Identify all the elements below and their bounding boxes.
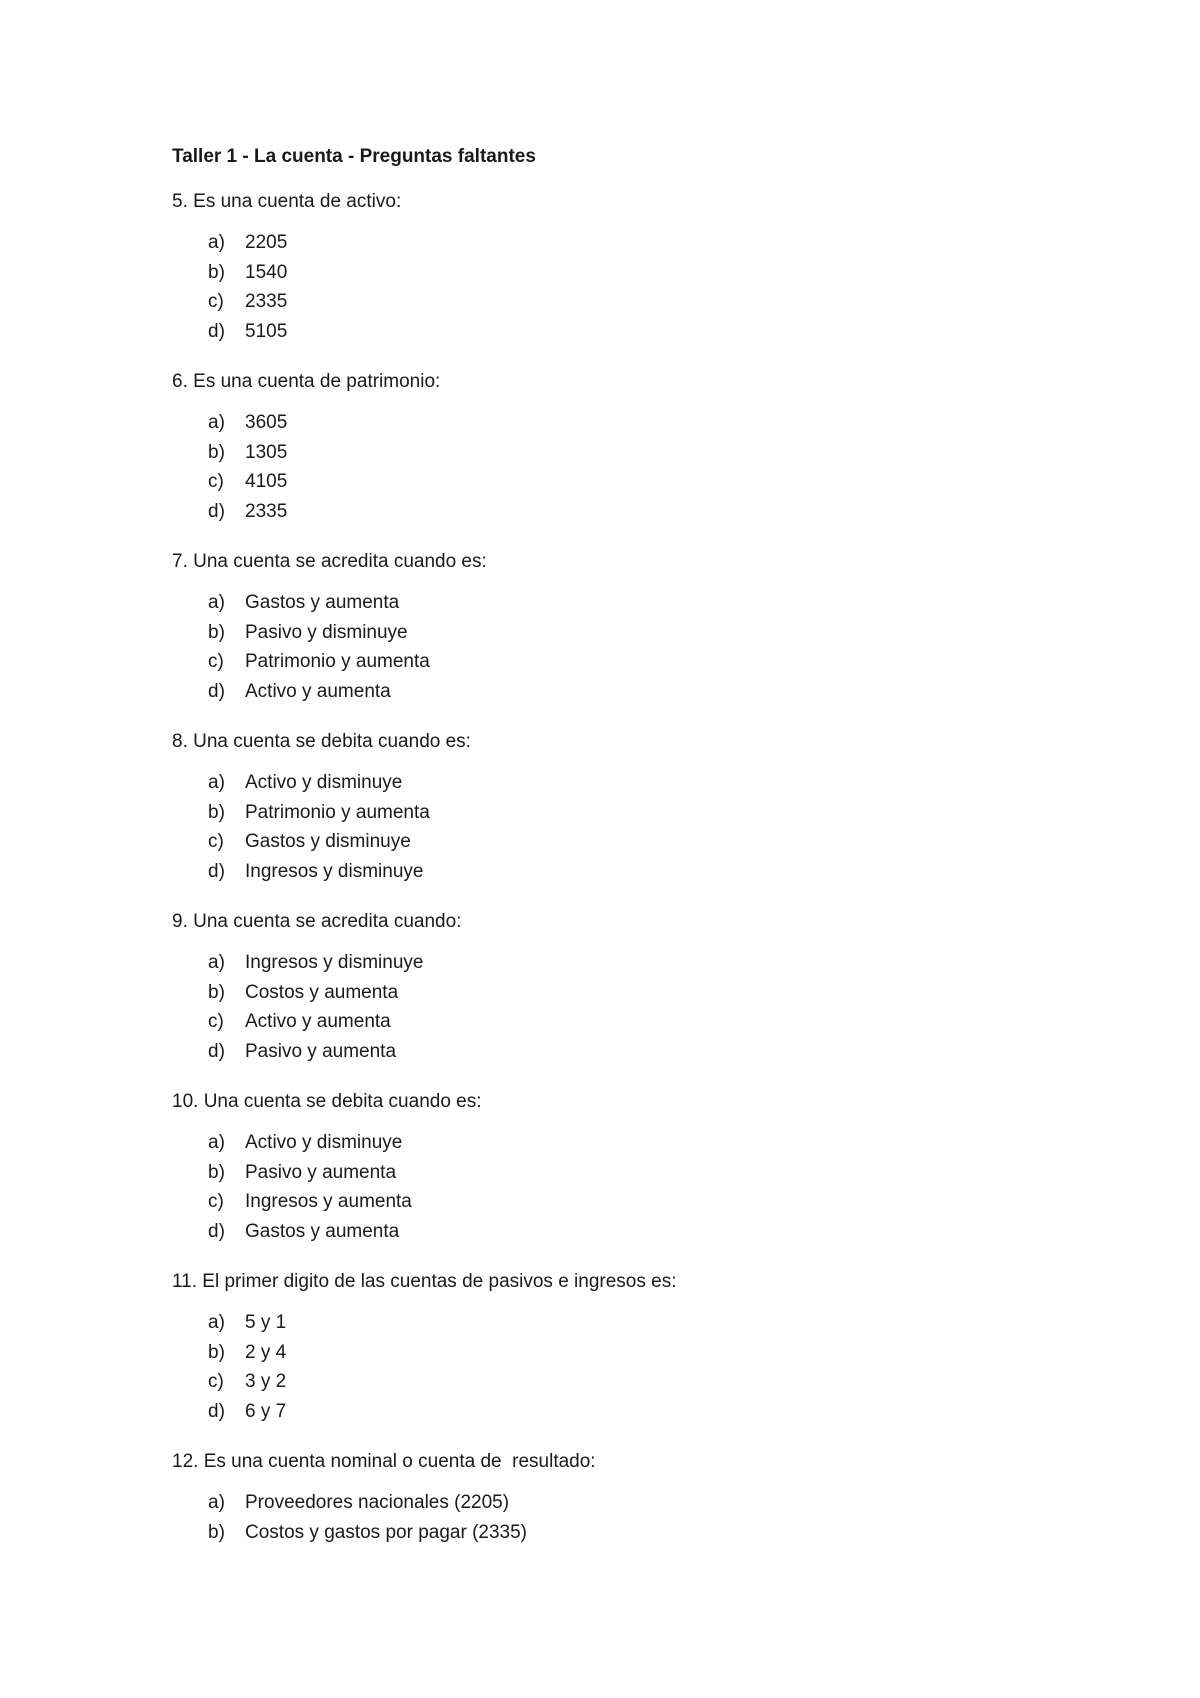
- question-text: [172, 1270, 1072, 1294]
- option-item: [172, 231, 1072, 261]
- question-text: [172, 550, 1072, 574]
- question-prompt: Una cuenta se debita cuando es:: [203, 1091, 482, 1112]
- option-item: [172, 290, 1072, 320]
- question-prompt: Es una cuenta de patrimonio:: [193, 371, 441, 392]
- option-list: [172, 1491, 1072, 1550]
- question-11: [172, 1270, 1072, 1429]
- option-list: [172, 951, 1072, 1069]
- option-text: 2335: [245, 291, 288, 313]
- option-letter: b): [208, 441, 225, 463]
- document-title: Taller 1 - La cuenta - Preguntas faltantes: [172, 146, 536, 167]
- option-text: Pasivo y aumenta: [245, 1040, 397, 1062]
- option-letter: d): [208, 320, 225, 342]
- option-item: [172, 951, 1072, 981]
- option-text: Pasivo y disminuye: [245, 621, 408, 643]
- option-item: [172, 1491, 1072, 1521]
- option-letter: c): [208, 471, 224, 493]
- question-5: [172, 190, 1072, 349]
- question-number: 8.: [172, 731, 188, 752]
- option-text: Activo y aumenta: [245, 680, 391, 702]
- option-letter: d): [208, 1040, 225, 1062]
- option-text: 5 y 1: [245, 1312, 287, 1333]
- option-text: 6 y 7: [245, 1400, 287, 1422]
- question-number: 10.: [172, 1091, 199, 1112]
- option-item: [172, 441, 1072, 471]
- option-letter: c): [208, 1371, 224, 1393]
- option-text: 2205: [245, 232, 288, 253]
- option-item: [172, 650, 1072, 680]
- option-letter: c): [208, 651, 224, 673]
- option-letter: a): [208, 232, 225, 253]
- option-letter: d): [208, 1400, 225, 1422]
- option-letter: d): [208, 500, 225, 522]
- option-letter: b): [208, 1161, 225, 1183]
- question-prompt: Una cuenta se debita cuando es:: [193, 731, 471, 752]
- option-item: [172, 1400, 1072, 1430]
- option-item: [172, 1131, 1072, 1161]
- option-text: Activo y aumenta: [245, 1011, 391, 1033]
- option-letter: c): [208, 291, 224, 313]
- option-item: [172, 680, 1072, 710]
- option-text: Activo y disminuye: [245, 772, 403, 793]
- question-prompt: Una cuenta se acredita cuando es:: [193, 551, 487, 572]
- option-letter: d): [208, 860, 225, 882]
- option-text: Pasivo y aumenta: [245, 1161, 397, 1183]
- option-item: [172, 500, 1072, 530]
- option-letter: b): [208, 981, 225, 1003]
- option-letter: b): [208, 1521, 225, 1543]
- option-letter: b): [208, 261, 225, 283]
- question-text: [172, 910, 1072, 934]
- option-letter: a): [208, 412, 225, 433]
- option-text: 4105: [245, 471, 288, 493]
- option-item: [172, 981, 1072, 1011]
- option-letter: d): [208, 680, 225, 702]
- option-item: [172, 621, 1072, 651]
- option-text: 3 y 2: [245, 1371, 287, 1393]
- option-letter: c): [208, 831, 224, 853]
- option-text: Ingresos y aumenta: [245, 1191, 412, 1213]
- option-text: 2 y 4: [245, 1341, 287, 1363]
- question-10: [172, 1090, 1072, 1249]
- option-letter: b): [208, 1341, 225, 1363]
- option-item: [172, 1311, 1072, 1341]
- option-item: [172, 860, 1072, 890]
- question-9: [172, 910, 1072, 1069]
- option-item: [172, 1220, 1072, 1250]
- question-number: 12.: [172, 1451, 199, 1472]
- option-letter: a): [208, 1312, 225, 1333]
- option-item: [172, 1161, 1072, 1191]
- question-number: 7.: [172, 551, 188, 572]
- option-item: [172, 1521, 1072, 1551]
- option-list: [172, 231, 1072, 349]
- option-text: 5105: [245, 320, 288, 342]
- question-prompt: El primer digito de las cuentas de pasivos e ingresos es:: [202, 1271, 677, 1292]
- question-text: [172, 370, 1072, 394]
- question-text: [172, 190, 1072, 214]
- question-prompt: Es una cuenta nominal o cuenta de resultado:: [203, 1451, 596, 1472]
- option-item: [172, 771, 1072, 801]
- option-text: Ingresos y disminuye: [245, 860, 424, 882]
- option-item: [172, 261, 1072, 291]
- option-text: 2335: [245, 500, 288, 522]
- option-list: [172, 771, 1072, 889]
- option-text: 1305: [245, 441, 288, 463]
- option-letter: d): [208, 1220, 225, 1242]
- option-letter: b): [208, 621, 225, 643]
- option-item: [172, 320, 1072, 350]
- option-letter: a): [208, 952, 225, 973]
- option-item: [172, 830, 1072, 860]
- question-text: [172, 730, 1072, 754]
- option-text: Proveedores nacionales (2205): [245, 1492, 510, 1513]
- question-prompt: Es una cuenta de activo:: [193, 191, 402, 212]
- option-item: [172, 1010, 1072, 1040]
- question-text: [172, 1090, 1072, 1114]
- option-letter: a): [208, 1492, 225, 1513]
- option-text: Gastos y aumenta: [245, 1220, 400, 1242]
- option-item: [172, 411, 1072, 441]
- option-item: [172, 1370, 1072, 1400]
- question-6: [172, 370, 1072, 529]
- option-list: [172, 411, 1072, 529]
- option-item: [172, 801, 1072, 831]
- option-item: [172, 470, 1072, 500]
- question-number: 5.: [172, 191, 188, 212]
- question-number: 9.: [172, 911, 188, 932]
- question-7: [172, 550, 1072, 709]
- option-item: [172, 1040, 1072, 1070]
- option-letter: a): [208, 1132, 225, 1153]
- question-12: [172, 1450, 1072, 1550]
- question-number: 6.: [172, 371, 188, 392]
- option-letter: c): [208, 1011, 224, 1033]
- option-text: Costos y aumenta: [245, 981, 399, 1003]
- option-item: [172, 1341, 1072, 1371]
- option-text: Costos y gastos por pagar (2335): [245, 1521, 527, 1543]
- question-text: [172, 1450, 1072, 1474]
- option-item: [172, 591, 1072, 621]
- question-prompt: Una cuenta se acredita cuando:: [193, 911, 462, 932]
- option-text: Ingresos y disminuye: [245, 952, 424, 973]
- option-letter: a): [208, 772, 225, 793]
- option-text: Gastos y disminuye: [245, 831, 411, 853]
- option-letter: a): [208, 592, 225, 613]
- question-number: 11.: [172, 1271, 198, 1292]
- option-text: Patrimonio y aumenta: [245, 801, 430, 823]
- option-text: Gastos y aumenta: [245, 592, 400, 613]
- option-item: [172, 1190, 1072, 1220]
- option-list: [172, 591, 1072, 709]
- option-list: [172, 1131, 1072, 1249]
- option-text: Patrimonio y aumenta: [245, 651, 430, 673]
- option-text: 1540: [245, 261, 288, 283]
- option-list: [172, 1311, 1072, 1429]
- option-text: Activo y disminuye: [245, 1132, 403, 1153]
- option-letter: b): [208, 801, 225, 823]
- option-text: 3605: [245, 412, 288, 433]
- question-8: [172, 730, 1072, 889]
- option-letter: c): [208, 1191, 224, 1213]
